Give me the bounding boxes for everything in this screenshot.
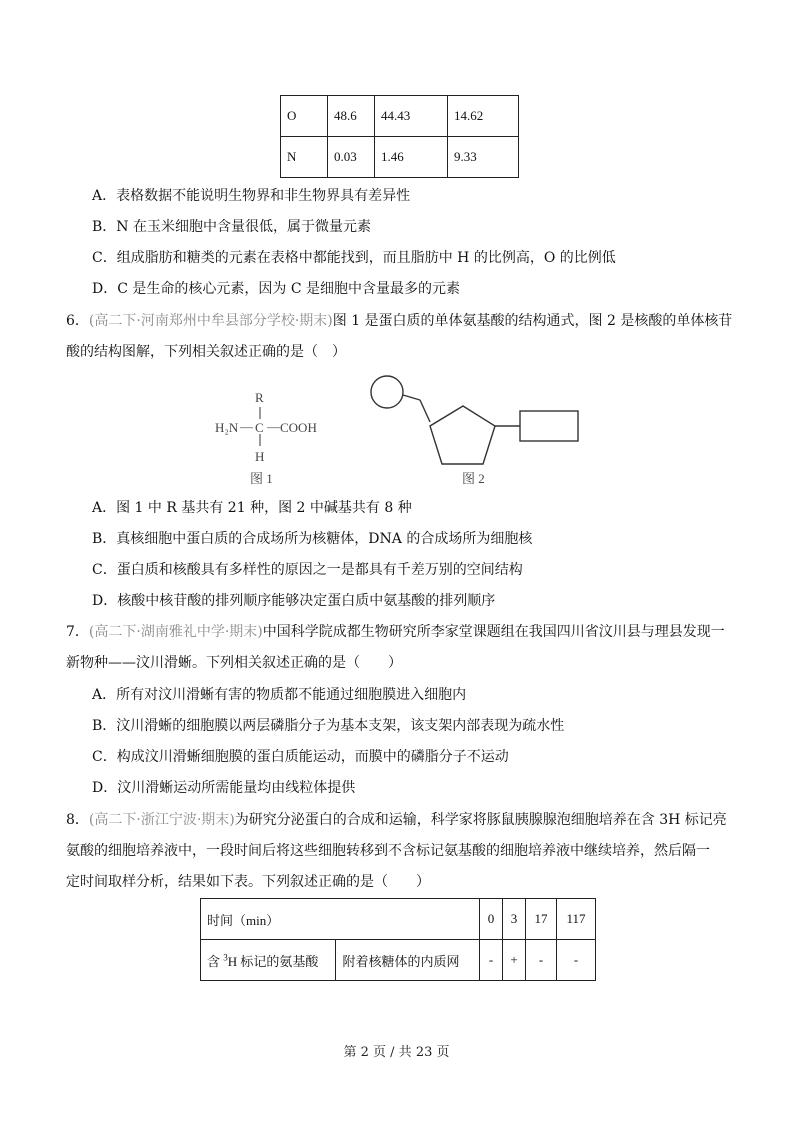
q5-option-b: B．N 在玉米细胞中含量很低，属于微量元素 bbox=[92, 219, 371, 235]
q6-stem-line2: 酸的结构图解，下列相关叙述正确的是（ ） bbox=[66, 344, 346, 360]
nucleotide-diagram bbox=[360, 372, 590, 472]
r-group-label: R bbox=[255, 390, 264, 405]
hydrogen-label: H bbox=[255, 449, 265, 464]
question-source: (高二下·河南郑州中牟县部分学校·期末) bbox=[88, 313, 333, 329]
table-cell: 117 bbox=[557, 899, 596, 940]
table-cell: O bbox=[281, 96, 328, 137]
table-row bbox=[281, 137, 519, 178]
table-row bbox=[201, 940, 596, 981]
bond-right: — bbox=[267, 419, 280, 434]
q6-option-d: D．核酸中核苷酸的排列顺序能够决定蛋白质中氨基酸的排列顺序 bbox=[92, 593, 496, 609]
base-rectangle-icon bbox=[520, 411, 578, 441]
question-number: 7． bbox=[66, 624, 89, 640]
pentose-pentagon-icon bbox=[430, 406, 495, 464]
q8-stem-line1 bbox=[66, 810, 727, 830]
amino-acid-bonds bbox=[210, 388, 340, 486]
question-stem: 中国科学院成都生物研究所李家堂课题组在我国四川省汶川县与理县发现一 bbox=[262, 624, 725, 640]
table-cell: 48.6 bbox=[328, 96, 375, 137]
table-row bbox=[201, 899, 596, 940]
row-label-part: 含 bbox=[207, 953, 224, 969]
table-row bbox=[281, 96, 519, 137]
figure-2-caption: 图 2 bbox=[462, 471, 485, 486]
figure-1-caption: 图 1 bbox=[250, 471, 273, 486]
table-row-label bbox=[201, 940, 336, 981]
table-cell: - bbox=[526, 940, 557, 981]
page-footer: 第 2 页 / 共 23 页 bbox=[343, 1045, 450, 1060]
table-cell: - bbox=[557, 940, 596, 981]
q7-stem-line2: 新物种——汶川滑蜥。下列相关叙述正确的是（ ） bbox=[66, 655, 402, 671]
question-stem: 为研究分泌蛋白的合成和运输，科学家将豚鼠胰腺腺泡细胞培养在含 3H 标记亮 bbox=[234, 812, 727, 828]
table-organelle: 附着核糖体的内质网 bbox=[336, 940, 480, 981]
table-cell: - bbox=[480, 940, 503, 981]
q7-option-d: D．汶川滑蜥运动所需能量均由线粒体提供 bbox=[92, 780, 356, 796]
q6-option-a: A．图 1 中 R 基共有 21 种，图 2 中碱基共有 8 种 bbox=[92, 500, 412, 516]
q7-option-a: A．所有对汶川滑蜥有害的物质都不能通过细胞膜进入细胞内 bbox=[92, 687, 467, 703]
carboxyl-group-label: COOH bbox=[280, 420, 317, 435]
q5-option-c: C．组成脂肪和糖类的元素在表格中都能找到，而且脂肪中 H 的比例高，O 的比例低 bbox=[92, 250, 616, 266]
question-number: 6． bbox=[66, 313, 89, 329]
q7-stem-line1 bbox=[66, 622, 725, 642]
row-label-superscript: 3 bbox=[223, 952, 228, 963]
table-cell: 44.43 bbox=[375, 96, 448, 137]
q5-option-a: A．表格数据不能说明生物界和非生物界具有差异性 bbox=[92, 188, 411, 204]
q7-option-b: B．汶川滑蜥的细胞膜以两层磷脂分子为基本支架，该支架内部表现为疏水性 bbox=[92, 718, 565, 734]
question-source: (高二下·浙江宁波·期末) bbox=[88, 812, 235, 828]
table-cell: N bbox=[281, 137, 328, 178]
q8-stem-line3: 定时间取样分析，结果如下表。下列叙述正确的是（ ） bbox=[66, 874, 430, 890]
question-stem: 图 1 是蛋白质的单体氨基酸的结构通式，图 2 是核酸的单体核苷 bbox=[332, 313, 733, 329]
table-cell: 17 bbox=[526, 899, 557, 940]
question-number: 8． bbox=[66, 812, 89, 828]
bond-left: — bbox=[240, 419, 253, 434]
table-cell: 0.03 bbox=[328, 137, 375, 178]
table-cell: + bbox=[503, 940, 526, 981]
table-cell: 9.33 bbox=[448, 137, 519, 178]
element-content-table bbox=[280, 95, 519, 178]
figure-1-amino-acid bbox=[210, 388, 340, 486]
table-cell: 0 bbox=[480, 899, 503, 940]
table-cell: 3 bbox=[503, 899, 526, 940]
q5-option-d: D．C 是生命的核心元素，因为 C 是细胞中含量最多的元素 bbox=[92, 281, 460, 297]
q6-option-b: B．真核细胞中蛋白质的合成场所为核糖体，DNA 的合成场所为细胞核 bbox=[92, 531, 533, 547]
table-cell: 1.46 bbox=[375, 137, 448, 178]
q6-stem-line1 bbox=[66, 311, 732, 331]
q8-stem-line2: 氨酸的细胞培养液中，一段时间后将这些细胞转移到不含标记氨基酸的细胞培养液中继续培养，然后隔一 bbox=[66, 843, 710, 859]
row-label-part: H 标记的氨基酸 bbox=[227, 953, 319, 969]
table-header-time: 时间（min） bbox=[201, 899, 480, 940]
phosphate-circle-icon bbox=[371, 376, 403, 408]
figure-2-nucleotide bbox=[360, 372, 590, 488]
question-source: (高二下·湖南雅礼中学·期末) bbox=[88, 624, 263, 640]
q6-option-c: C．蛋白质和核酸具有多样性的原因之一是都具有千差万别的空间结构 bbox=[92, 562, 523, 578]
q7-option-c: C．构成汶川滑蜥细胞膜的蛋白质能运动，而膜中的磷脂分子不运动 bbox=[92, 749, 509, 765]
amino-group-label: H₂N bbox=[215, 420, 239, 435]
table-cell: 14.62 bbox=[448, 96, 519, 137]
central-carbon-label: C bbox=[255, 420, 264, 435]
results-table bbox=[200, 898, 596, 981]
